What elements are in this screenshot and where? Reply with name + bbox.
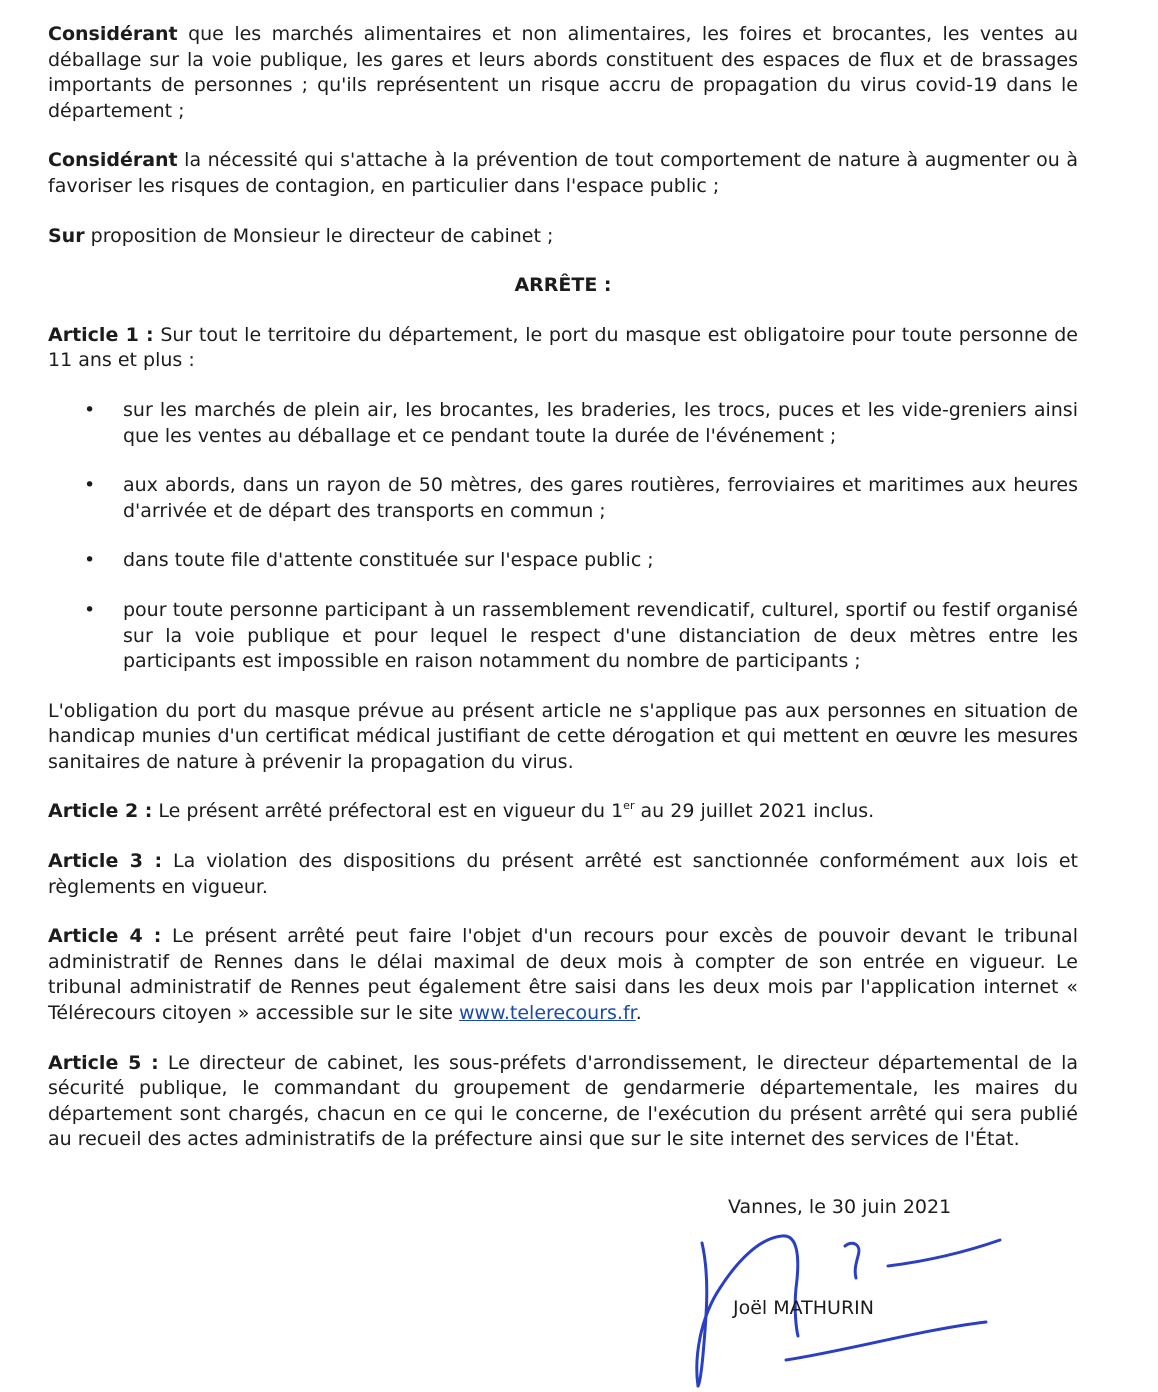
list-item-text: pour toute personne participant à un rassemblement revendicatif, culturel, sportif ou festif organisé sur la voie publique et pour lequel le respect d'une distanciation de deux mètres entre les participants est impossible en raison notamment du nombre de participants ; — [123, 598, 1078, 673]
list-item-text: aux abords, dans un rayon de 50 mètres, des gares routières, ferroviaires et maritimes aux heures d'arrivée et de départ des transports en commun ; — [123, 474, 1078, 522]
proposition-text: proposition de Monsieur le directeur de cabinet ; — [84, 224, 554, 247]
article-2-label: Article 2 : — [48, 800, 153, 823]
article-4 — [48, 924, 1078, 1026]
decision-heading: ARRÊTE : — [514, 274, 612, 297]
considerant-text: la nécessité qui s'attache à la prévention de tout comportement de nature à augmenter ou à favoriser les risques de contagion, en particulier dans l'espace public ; — [48, 149, 1078, 197]
bullet-icon: • — [84, 474, 96, 497]
list-item — [48, 473, 1078, 524]
article-1-bullet-list — [48, 398, 1078, 675]
bullet-icon: • — [84, 598, 96, 621]
considerant-text: que les marchés alimentaires et non alimentaires, les foires et brocantes, les ventes au déballage sur la voie publique, les gares et leurs abords constituent des espaces de flux et de brassages importants de personnes ; qu'ils représentent un risque accru de propagation du virus covid-19 dans le département ; — [48, 23, 1078, 122]
article-3-text: La violation des dispositions du présent arrêté est sanctionnée conformément aux lois et règlements en vigueur. — [48, 850, 1078, 898]
article-1 — [48, 323, 1078, 374]
list-item — [48, 548, 1078, 574]
considerant-lead: Considérant — [48, 23, 178, 45]
article-5-text: Le directeur de cabinet, les sous-préfets d'arrondissement, le directeur départemental de la sécurité publique, le commandant du groupement de gendarmerie départementale, les maires du département sont chargés, chacun en ce qui le concerne, de l'exécution du présent arrêté qui sera publié au recueil des actes administratifs de la préfecture ainsi que sur le site internet des services de l'État. — [48, 1051, 1078, 1151]
article-4-text: Le présent arrêté peut faire l'objet d'un recours pour excès de pouvoir devant le tribunal administratif de Rennes dans le délai maximal de deux mois à compter de son entrée en vigueur. Le tribunal administratif de Rennes peut également être saisi dans les deux mois par l'application internet « Télérecours citoyen » accessible sur le site — [48, 925, 1078, 1025]
article-2-text-end: au 29 juillet 2021 inclus. — [634, 800, 875, 823]
article-5-label: Article 5 : — [48, 1051, 159, 1074]
article-2-text: Le présent arrêté préfectoral est en vigueur du 1 — [152, 800, 624, 823]
considerant-lead: Considérant — [48, 149, 178, 172]
article-4-label: Article 4 : — [48, 925, 162, 948]
considerant-2 — [48, 148, 1078, 199]
document-body — [48, 22, 1078, 1153]
article-5 — [48, 1051, 1078, 1153]
list-item-text: sur les marchés de plein air, les brocantes, les braderies, les trocs, puces et les vide-greniers ainsi que les ventes au déballage et ce pendant toute la durée de l'événement ; — [123, 398, 1078, 447]
article-3 — [48, 849, 1078, 900]
article-3-label: Article 3 : — [48, 850, 163, 873]
bullet-icon: • — [84, 398, 96, 421]
article-1-exception: L'obligation du port du masque prévue au présent article ne s'applique pas aux personnes en situation de handicap munies d'un certificat médical justifiant de cette dérogation et qui mettent en œuvre les mesures sanitaires de nature à prévenir la propagation du virus. — [48, 699, 1078, 773]
considerant-1 — [48, 22, 1078, 124]
proposition — [48, 224, 1078, 250]
list-item — [48, 598, 1078, 675]
ordinal-superscript: er — [623, 799, 635, 813]
list-item-text: dans toute file d'attente constituée sur l'espace public ; — [123, 549, 654, 572]
signer-name: Joël MATHURIN — [733, 1297, 874, 1319]
place-date: Vannes, le 30 juin 2021 — [728, 1196, 952, 1218]
article-1-label: Article 1 : — [48, 323, 154, 346]
bullet-icon: • — [84, 549, 96, 572]
article-2 — [48, 799, 1078, 825]
telerecours-link[interactable]: www.telerecours.fr — [459, 1002, 636, 1025]
article-4-end: . — [635, 1002, 642, 1025]
article-1-text: Sur tout le territoire du département, le port du masque est obligatoire pour toute personne de 11 ans et plus : — [48, 323, 1078, 372]
proposition-lead: Sur — [48, 224, 85, 247]
list-item — [48, 398, 1078, 449]
